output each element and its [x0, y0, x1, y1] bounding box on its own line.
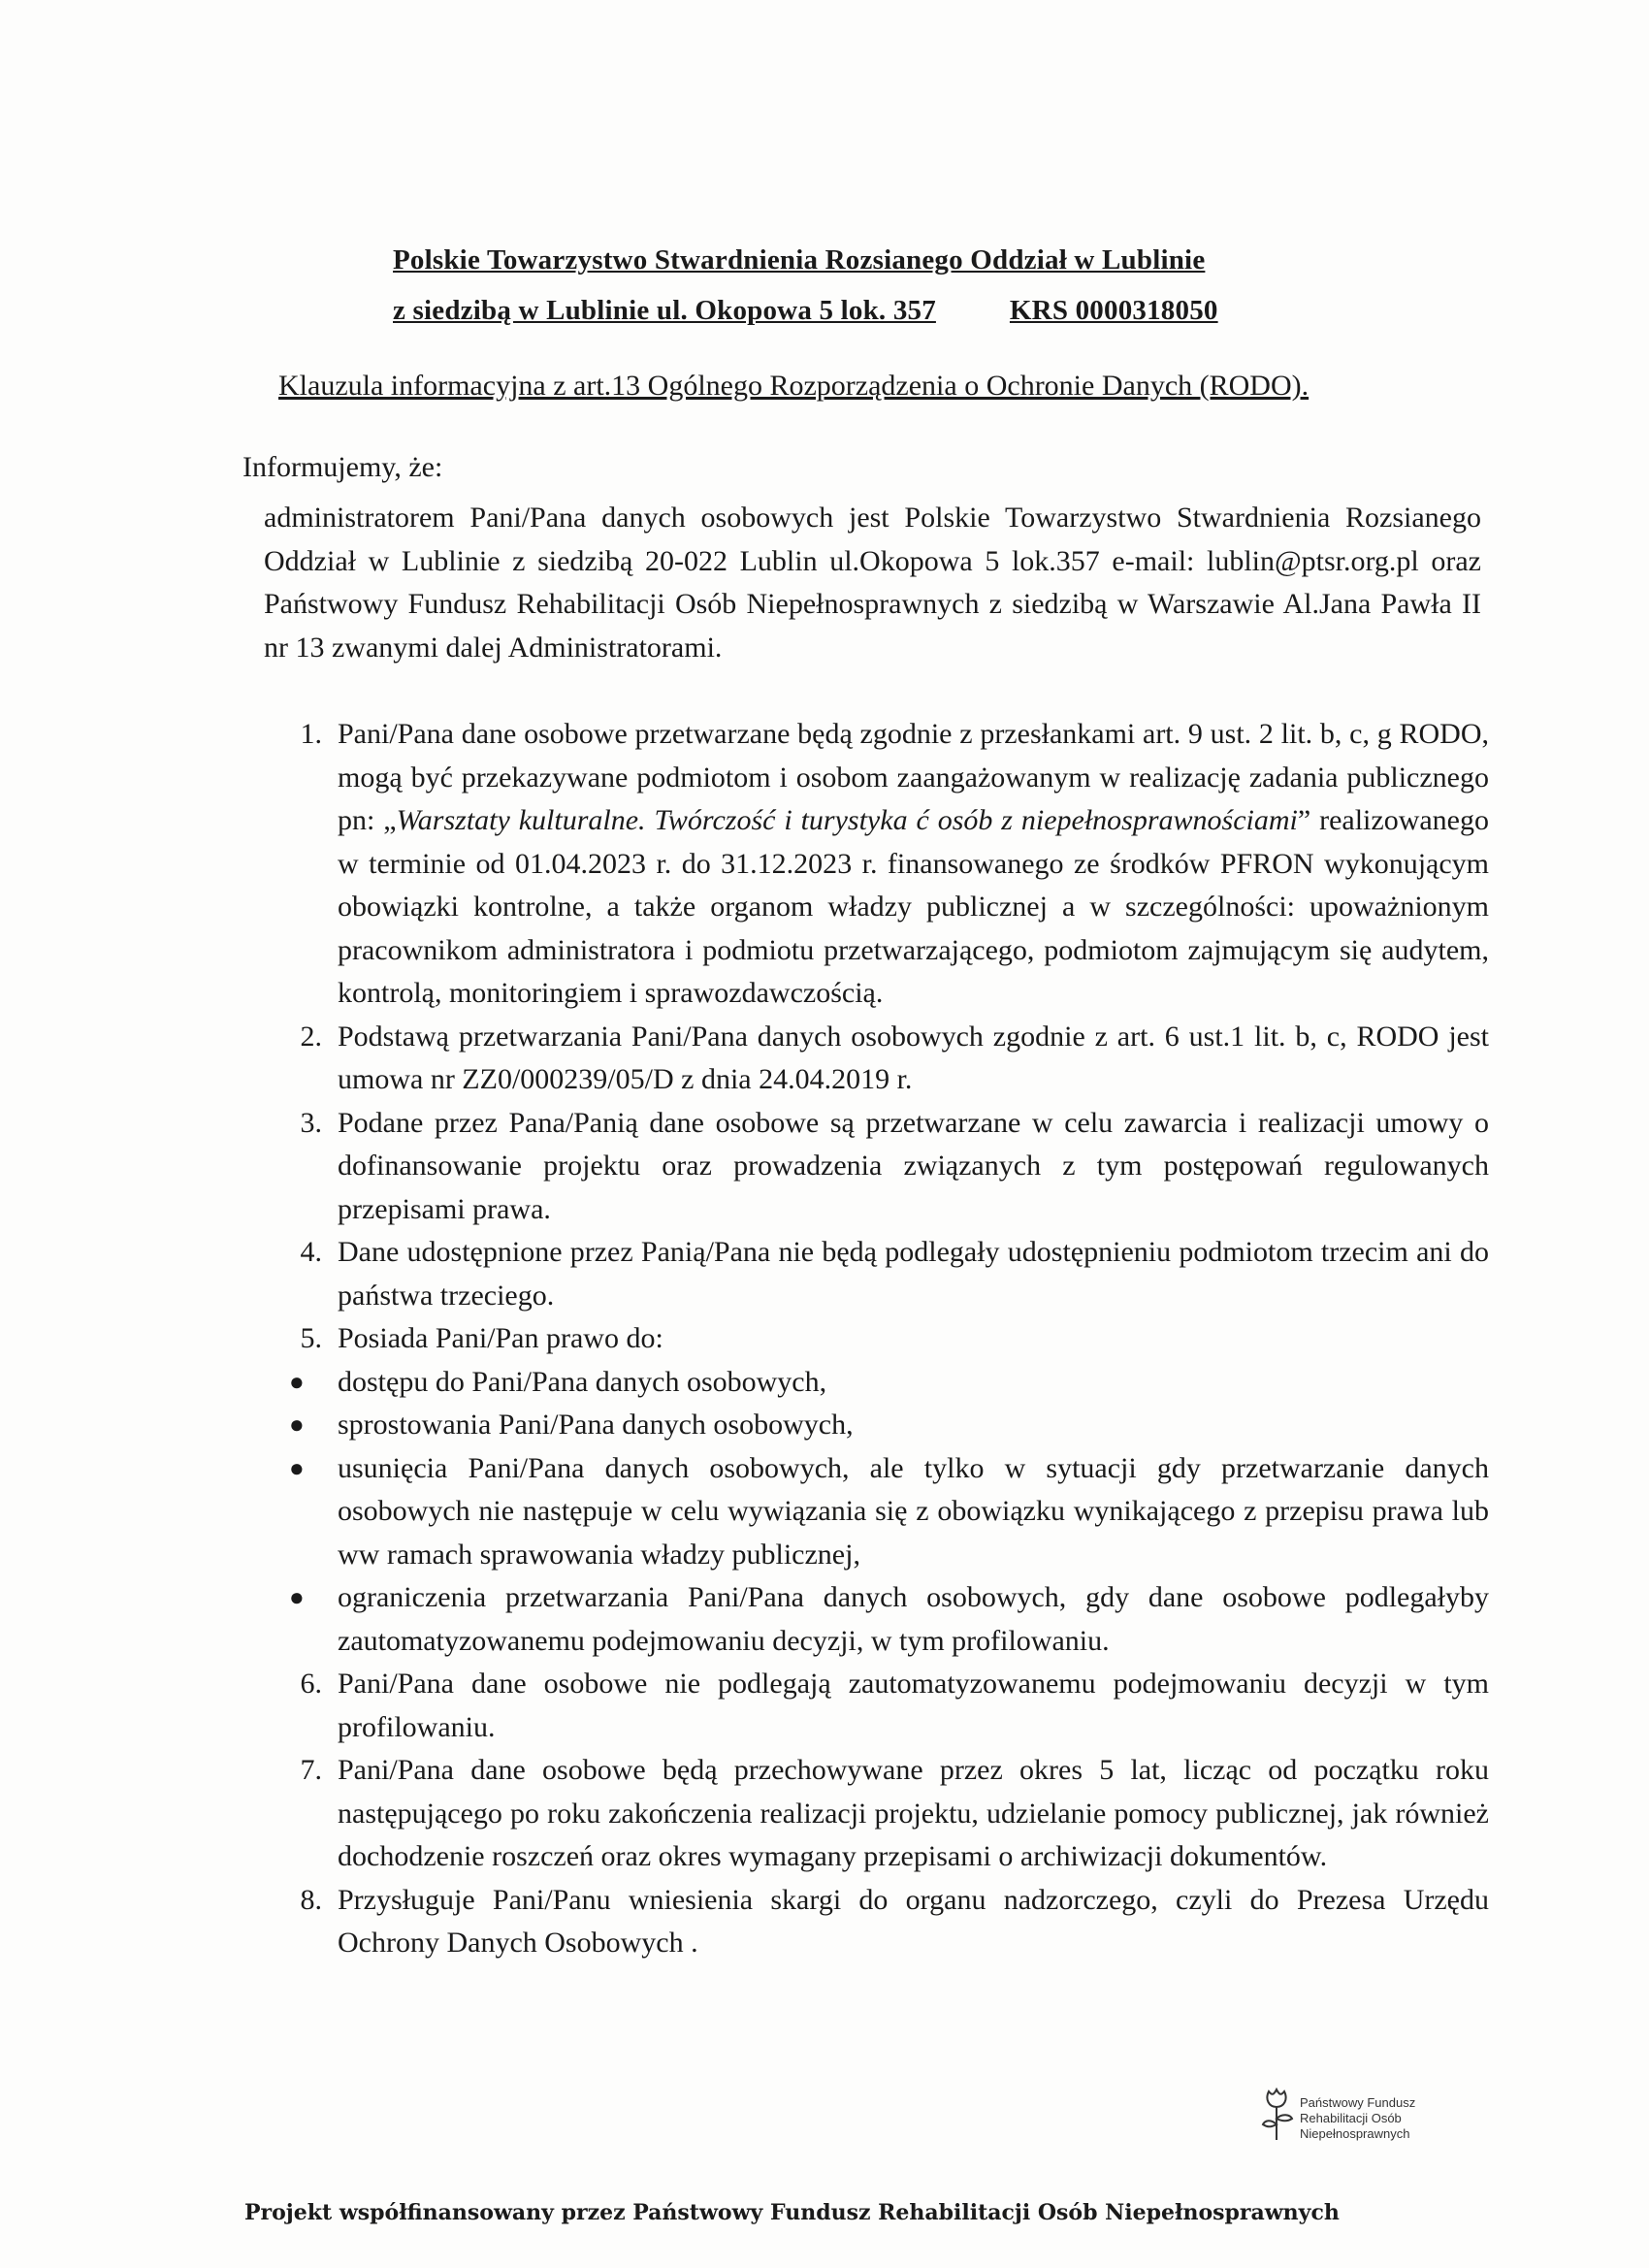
list-item [281, 1663, 1489, 1749]
header-krs: KRS 0000318050 [1009, 295, 1218, 326]
item-number: 4. [300, 1236, 322, 1268]
item-number: 5. [300, 1322, 322, 1354]
bullet-item [281, 1576, 1489, 1663]
footer-note: Projekt współfinansowany przez Państwowy Fundusz Rehabilitacji Osób Niepełnosprawnych [244, 2200, 1340, 2225]
item-text: Podane przez Pana/Panią dane osobowe są przetwarzane w celu zawarcia i realizacji umowy o dofinansowanie projektu oraz prowadzenia związanych z tym postępowań regulowanych przepisami prawa. [338, 1106, 1489, 1225]
item-text: Podstawą przetwarzania Pani/Pana danych osobowych zgodnie z art. 6 ust.1 lit. b, c, RODO jest umowa nr ZZ0/000239/05/D z dnia 24.04.2019 r. [338, 1020, 1489, 1095]
item-text-start: Pani/Pana dane osobowe przetwarzane będą zgodnie z przesłankami art. 9 ust. 2 lit. b, c, g RODO, mogą być przekazywane podmiotom i osobom zaangażowanym w realizację zadania publicznego pn: „ [338, 718, 1489, 836]
logo-line: Państwowy Fundusz [1300, 2095, 1416, 2110]
bullet-icon: ● [289, 1367, 305, 1396]
item-text: Pani/Pana dane osobowe nie podlegają zautomatyzowanemu podejmowaniu decyzji w tym profilowaniu. [338, 1668, 1489, 1743]
pfron-logo [1261, 2086, 1436, 2154]
administrator-paragraph: administratorem Pani/Pana danych osobowych jest Polskie Towarzystwo Stwardnienia Rozsianego Oddział w Lublinie z siedzibą 20-022 Lublin ul.Okopowa 5 lok.357 e-mail: lublin@ptsr.org.pl oraz Państwowy Fundusz Rehabilitacji Osób Niepełnosprawnych z siedzibą w Warszawie Al.Jana Pawła II nr 13 zwanymi dalej Administratorami. [264, 502, 1481, 664]
clause-title: Klauzula informacyjna z art.13 Ogólnego Rozporządzenia o Ochronie Danych (RODO). [278, 370, 1310, 402]
item-text-end: ” realizowanego w terminie od 01.04.2023 r. do 31.12.2023 r. finansowanego ze środków PFRON wykonującym obowiązki kontrolne, a także organom władzy publicznej a w szczególności: upoważnionym pracownikom administratora i podmiotu przetwarzającego, podmiotom zajmującym się audytem, kontrolą, monitoringiem i sprawozdawczością. [338, 804, 1489, 1009]
list-item [281, 1016, 1489, 1102]
header-address: z siedzibą w Lublinie ul. Okopowa 5 lok. 357 [393, 295, 936, 326]
pfron-logo-text [1300, 2095, 1415, 2142]
item-number: 8. [300, 1883, 322, 1916]
list-item [281, 1102, 1489, 1232]
project-name: Warsztaty kulturalne. Twórczość i turystyka ć osób z niepełnosprawnościami [396, 804, 1298, 836]
item-number: 7. [300, 1754, 322, 1786]
bullet-text: ograniczenia przetwarzania Pani/Pana danych osobowych, gdy dane osobowe podlegałyby zautomatyzowanemu podejmowaniu decyzji, w tym profilowaniu. [338, 1581, 1489, 1657]
item-text: Przysługuje Pani/Panu wniesienia skargi do organu nadzorczego, czyli do Prezesa Urzędu Ochrony Danych Osobowych . [338, 1883, 1489, 1959]
bullet-item [281, 1404, 1489, 1447]
list-item [281, 713, 1489, 1016]
item-number: 6. [300, 1668, 322, 1700]
list-item [281, 1879, 1489, 1965]
list-item [281, 1749, 1489, 1879]
header-line-2 [393, 295, 1218, 327]
intro-text: Informujemy, że: [242, 451, 443, 483]
clause-list [281, 713, 1489, 1965]
list-item [281, 1231, 1489, 1317]
item-text: Pani/Pana dane osobowe będą przechowywane przez okres 5 lat, licząc od początku roku następującego po roku zakończenia realizacji projektu, udzielanie pomocy publicznej, jak również dochodzenie roszczeń oraz okres wymagany przepisami o archiwizacji dokumentów. [338, 1754, 1489, 1872]
list-item [281, 1317, 1489, 1361]
bullet-icon: ● [289, 1410, 305, 1439]
bullet-text: usunięcia Pani/Pana danych osobowych, ale tylko w sytuacji gdy przetwarzanie danych osobowych nie następuje w celu wywiązania się z obowiązku wynikającego z przepisu prawa lub ww ramach sprawowania władzy publicznej, [338, 1451, 1489, 1571]
pfron-flower-icon [1261, 2086, 1296, 2144]
logo-line: Niepełnosprawnych [1300, 2126, 1410, 2141]
item-text: Dane udostępnione przez Panią/Pana nie będą podlegały udostępnieniu podmiotom trzecim ani do państwa trzeciego. [338, 1236, 1489, 1312]
item-number: 3. [300, 1106, 322, 1139]
bullet-text: dostępu do Pani/Pana danych osobowych, [338, 1365, 827, 1398]
bullet-icon: ● [289, 1453, 305, 1482]
logo-line: Rehabilitacji Osób [1300, 2111, 1402, 2125]
bullet-text: sprostowania Pani/Pana danych osobowych, [338, 1409, 854, 1441]
header-line-1: Polskie Towarzystwo Stwardnienia Rozsianego Oddział w Lublinie [393, 244, 1206, 275]
bullet-item [281, 1447, 1489, 1577]
item-text: Posiada Pani/Pan prawo do: [338, 1322, 663, 1354]
item-number: 2. [300, 1020, 322, 1053]
bullet-icon: ● [289, 1583, 305, 1611]
bullet-item [281, 1361, 1489, 1405]
item-number: 1. [300, 718, 322, 750]
